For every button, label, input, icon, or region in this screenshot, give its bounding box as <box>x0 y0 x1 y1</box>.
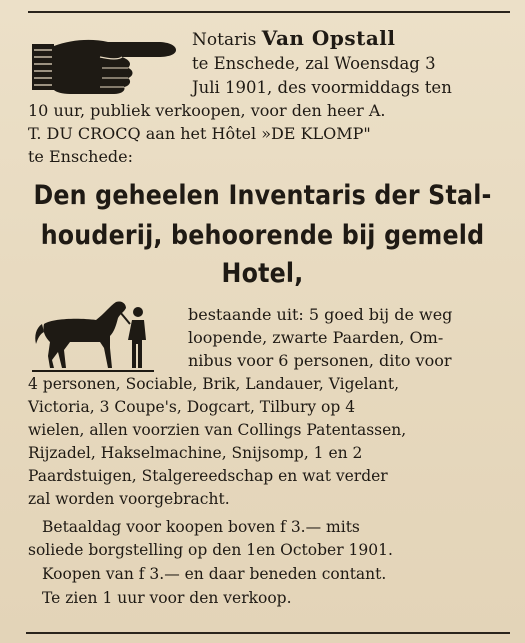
text-line: Rijzadel, Hakselmachine, Snijsomp, 1 en 2 <box>28 444 363 462</box>
top-rule <box>28 11 510 13</box>
text-line: Betaaldag voor koopen boven f 3.— mits <box>42 518 360 536</box>
text-line: bestaande uit: 5 goed bij de weg <box>188 305 453 324</box>
text-line: 4 personen, Sociable, Brik, Landauer, Vigelant, <box>28 375 400 393</box>
text-line: loopende, zwarte Paarden, Om- <box>188 328 444 347</box>
text-line: te Enschede: <box>28 147 134 166</box>
text-line: Paardstuigen, Stalgereedschap en wat verder <box>28 467 388 485</box>
text-line: Victoria, 3 Coupe's, Dogcart, Tilbury op 4 <box>28 398 356 416</box>
notary-name: Van Opstall <box>261 26 396 50</box>
text-line: wielen, allen voorzien van Collings Patentassen, <box>28 421 407 439</box>
pointing-hand-icon <box>30 30 180 100</box>
headline-line: houderij, behoorende bij gemeld <box>40 220 485 251</box>
text-line: Juli 1901, des voormiddags ten <box>192 78 452 97</box>
headline-line: Hotel, <box>221 258 304 289</box>
text-line: 10 uur, publiek verkoopen, voor den heer A. <box>28 101 386 120</box>
text-line: nibus voor 6 personen, dito voor <box>188 351 452 370</box>
text-line: Koopen van f 3.— en daar beneden contant. <box>42 565 387 583</box>
horse-with-groom-icon <box>30 298 156 376</box>
text-line: zal worden voorgebracht. <box>28 490 230 508</box>
notary-name-line <box>192 26 512 52</box>
notary-title: Notaris <box>192 30 257 50</box>
text-line: Te zien 1 uur voor den verkoop. <box>42 589 292 607</box>
bottom-rule <box>26 632 510 634</box>
headline-line: Den geheelen Inventaris der Stal- <box>33 180 492 211</box>
text-line: soliede borgstelling op den 1en October 1901. <box>28 541 393 559</box>
text-line: T. DU CROCQ aan het Hôtel »DE KLOMP" <box>28 124 371 143</box>
text-line: te Enschede, zal Woensdag 3 <box>192 54 436 73</box>
